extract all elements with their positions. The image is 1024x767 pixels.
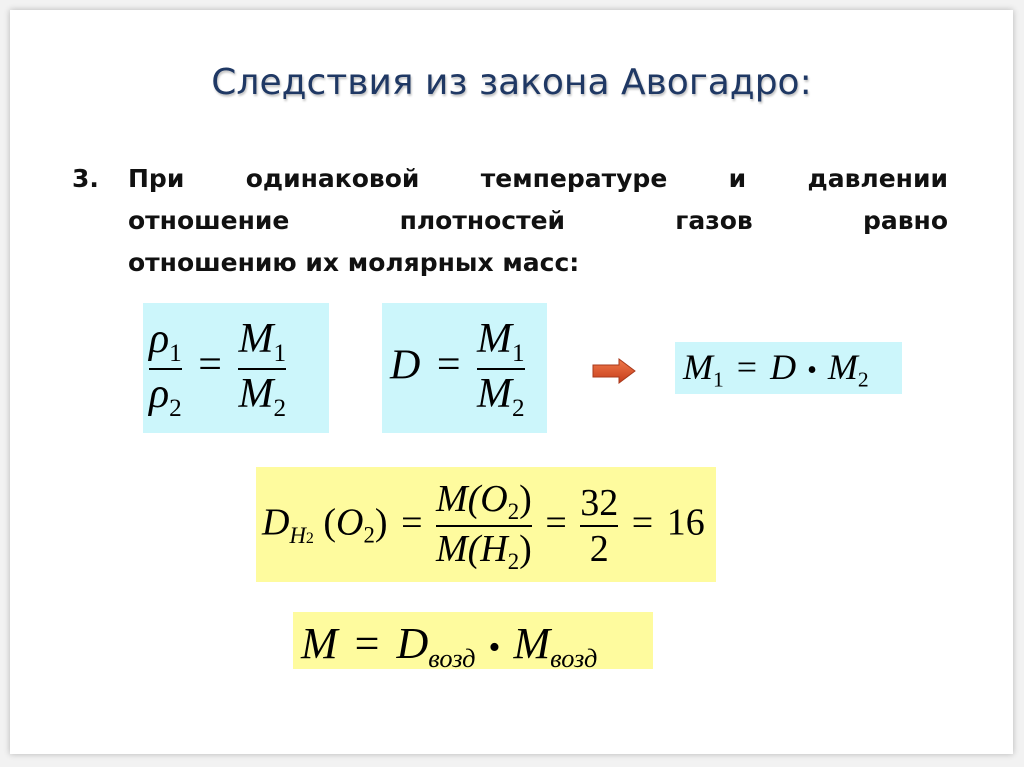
slide-title: Следствия из закона Авогадро: xyxy=(211,62,812,103)
item-text-line-3: отношению их молярных масс: xyxy=(128,248,580,277)
formula-air-box xyxy=(293,612,653,669)
formula-molar-mass: $M_1 = D$ • $M_2$ xyxy=(683,347,869,392)
right-arrow-icon xyxy=(592,358,636,384)
formula-relative-density-box xyxy=(382,303,547,433)
item-number: 3. xyxy=(72,164,99,193)
formula-air: $M = D_{возд}$ • $M_{возд}$ xyxy=(301,619,598,669)
formula-example-box xyxy=(256,467,716,582)
formula-density-ratio-box xyxy=(143,303,329,433)
example-result: 16 xyxy=(666,501,705,544)
item-text-line-1: При одинаковой температуре и давлении xyxy=(128,164,948,193)
item-text-line-2: отношение плотностей газов равно xyxy=(128,206,948,235)
density-fraction: $\frac{\rho_1}{\rho_2}$ xyxy=(149,316,182,422)
consequence-item-3 xyxy=(72,158,948,284)
example-fraction-molar: $\frac{M(O_2)}{M(H_2)}$ xyxy=(436,478,532,574)
formula-density-ratio: $\frac{\rho_1}{\rho_2}$ = $\frac{M_1}{M_2}$ xyxy=(149,316,287,422)
molar-mass-fraction: $\frac{M_1}{M_2}$ xyxy=(238,316,287,422)
formula-example: $D_{H2}$ $(O_2)$ = $\frac{M(O_2)}{M(H_2)}$ = $\frac{32}{2}$ = 16 xyxy=(262,478,705,574)
molar-mass-fraction: $\frac{M_1}{M_2}$ xyxy=(477,316,525,422)
formula-molar-mass-box xyxy=(675,342,902,394)
formula-relative-density: D = $\frac{M_1}{M_2}$ xyxy=(390,316,525,422)
example-fraction-numeric: $\frac{32}{2}$ xyxy=(580,481,619,570)
